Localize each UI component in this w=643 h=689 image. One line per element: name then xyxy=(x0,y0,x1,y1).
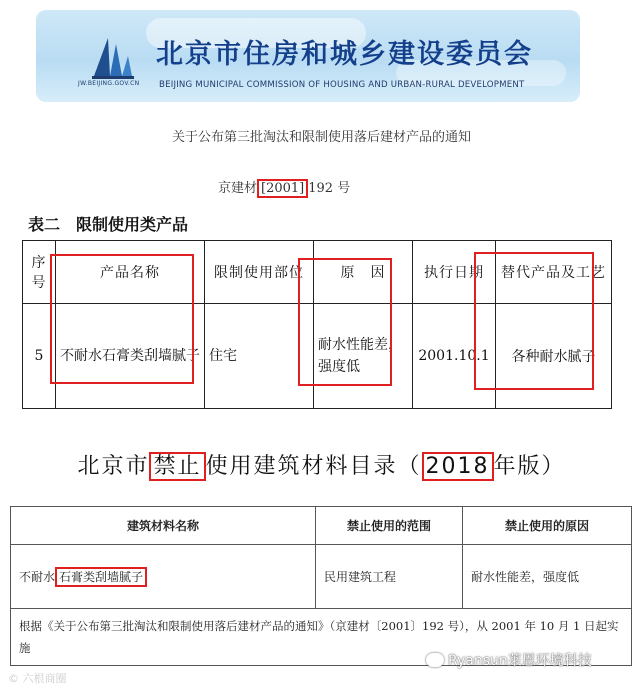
banner-subtitle: BEIJING MUNICIPAL COMMISSION OF HOUSING AND URBAN-RURAL DEVELOPMENT xyxy=(159,80,525,90)
row-number: 5 xyxy=(23,304,56,409)
header-cell: 原 因 xyxy=(314,241,413,304)
banner-title: 北京市住房和城乡建设委员会 xyxy=(156,39,533,70)
effective-date: 2001.10.1 xyxy=(413,304,496,409)
doc-prefix: 京建材 xyxy=(218,181,258,196)
commission-logo-icon xyxy=(88,30,136,82)
header-cell: 执行日期 xyxy=(413,241,496,304)
prohibited-reason: 耐水性能差，强度低 xyxy=(463,545,632,609)
header-cell: 禁止使用的原因 xyxy=(463,507,632,545)
reason: 耐水性能差，强度低 xyxy=(314,304,413,409)
logo-caption: JW.BEIJING.GOV.CN xyxy=(78,80,140,87)
header-cell: 禁止使用的范围 xyxy=(316,507,463,545)
highlight-box xyxy=(298,258,392,386)
catalog-title xyxy=(0,449,643,480)
catalog-prefix: 北京市 xyxy=(77,454,150,479)
product-name: 不耐水石膏类刮墙腻子 xyxy=(56,304,205,409)
material-name-prefix: 不耐水 xyxy=(19,570,56,584)
replacement-product: 各种耐水腻子 xyxy=(496,304,612,409)
notice-title: 关于公布第三批淘汰和限制使用落后建材产品的通知 xyxy=(171,130,471,145)
highlight-box xyxy=(474,252,594,390)
watermark-left: © 六根商圈 xyxy=(8,672,67,685)
watermark-right xyxy=(426,650,592,670)
restricted-part: 住宅 xyxy=(205,304,314,409)
prohibited-highlight: 禁止 xyxy=(149,452,205,481)
header-cell: 限制使用部位 xyxy=(205,241,314,304)
prohibited-scope: 民用建筑工程 xyxy=(316,545,463,609)
doc-year-highlight: [2001] xyxy=(257,179,308,198)
highlight-box xyxy=(50,254,194,384)
table2-title: 表二 限制使用类产品 xyxy=(28,215,189,234)
header-cell: 替代产品及工艺 xyxy=(496,241,612,304)
watermark-right-text: Ryansun莱恩环境科技 xyxy=(448,653,592,669)
header-cell: 建筑材料名称 xyxy=(11,507,316,545)
year-highlight: 2018 xyxy=(422,452,494,481)
catalog-middle: 使用建筑材料目录（ xyxy=(205,454,422,479)
table-header-row xyxy=(11,507,632,545)
header-cell: 序号 xyxy=(23,241,56,304)
wechat-icon xyxy=(426,653,444,667)
prohibited-materials-table xyxy=(10,506,632,666)
document-number xyxy=(218,177,350,196)
doc-suffix: 192 号 xyxy=(308,181,351,196)
footnote: 根据《关于公布第三批淘汰和限制使用落后建材产品的通知》（京建材〔2001〕192 号），从 2001 年 10 月 1 日起实施 xyxy=(11,609,632,666)
catalog-suffix: 年版） xyxy=(493,454,566,479)
material-name-highlight: 石膏类刮墙腻子 xyxy=(55,567,147,587)
table-row xyxy=(11,545,632,609)
header-banner xyxy=(36,10,580,102)
header-cell: 产品名称 xyxy=(56,241,205,304)
material-name xyxy=(11,545,316,609)
